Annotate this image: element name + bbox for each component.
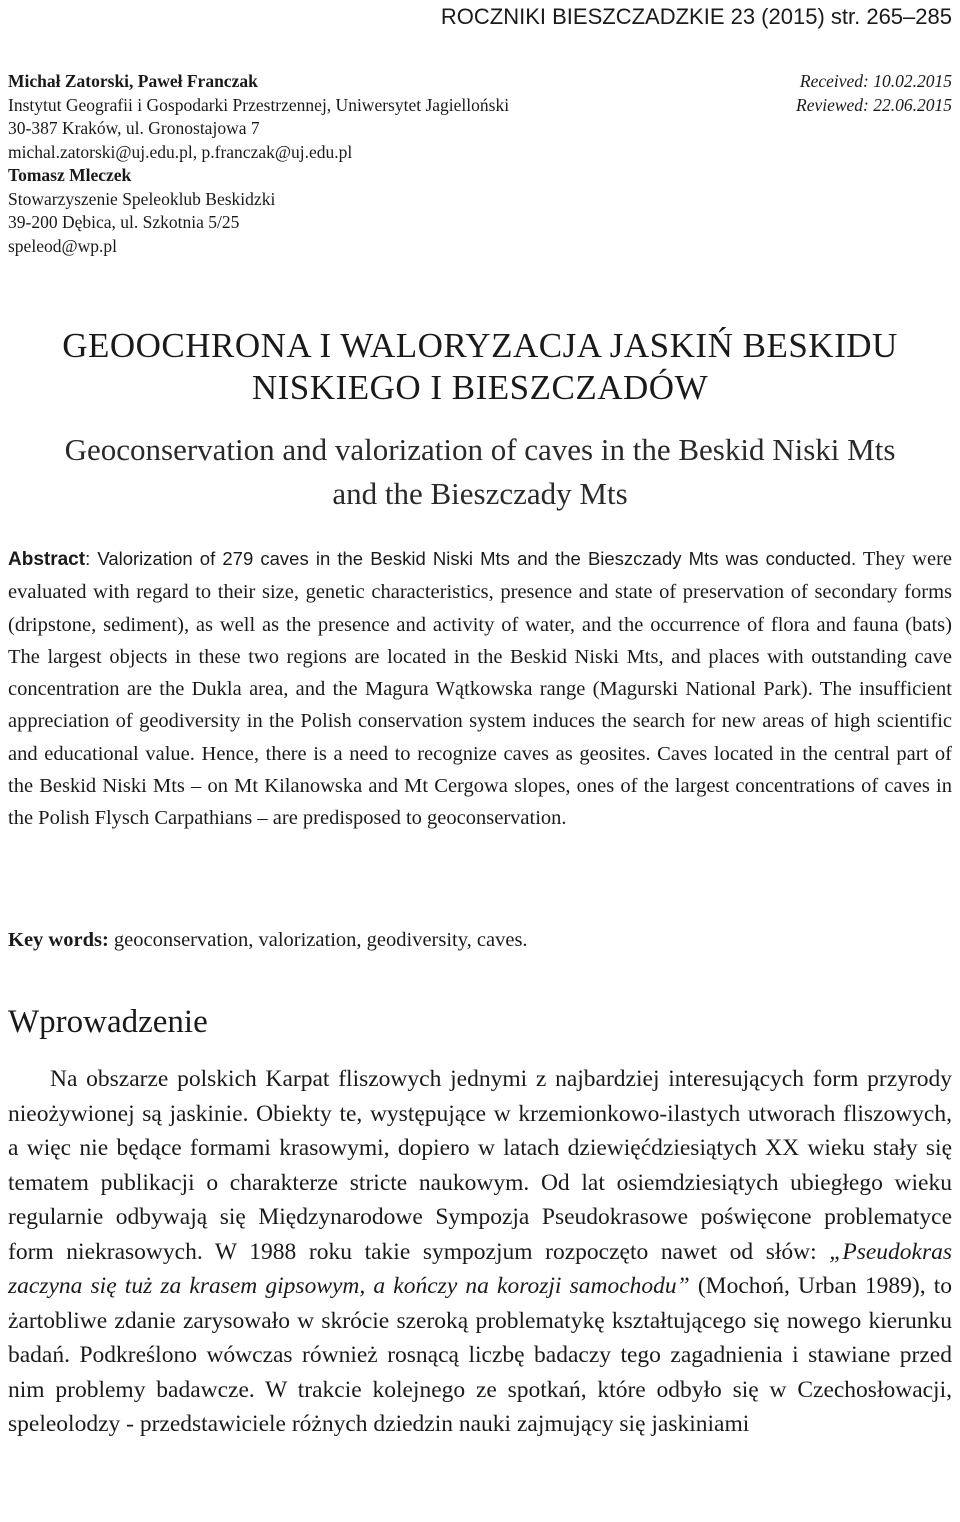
author-secondary: Tomasz Mleczek (8, 165, 132, 185)
abstract (8, 543, 952, 835)
article-title-polish (0, 325, 960, 409)
address-primary: 30-387 Kraków, ul. Gronostajowa 7 (8, 118, 260, 138)
abstract-body: They were evaluated with regard to their size, genetic characteristics, presence and state of preservation of secondary forms (dripstone, sediment), as well as the presence and activity of water, and the occurrence of flora and fauna (bats) The largest objects in these two regions are located in the Beskid Niski Mts, and places with outstanding cave concentration are the Dukla area, and the Magura Wątkowska range (Magurski National Park). The insufficient appreciation of geodiversity in the Polish conservation system induces the search for new areas of high scientific and educational value. Hence, there is a need to recognize caves as geosites. Caves located in the central part of the Beskid Niski Mts – on Mt Kilanowska and Mt Cergowa slopes, ones of the largest concentrations of caves in the Polish Flysch Carpathians – are predisposed to geoconservation. (8, 548, 952, 830)
authors-primary: Michał Zatorski, Paweł Franczak (8, 71, 258, 91)
email-secondary: speleod@wp.pl (8, 235, 117, 256)
reviewed-date: Reviewed: 22.06.2015 (796, 94, 952, 115)
title-en-line-1: Geoconservation and valorization of caves in the Beskid Niski Mts (64, 432, 896, 467)
address-secondary: 39-200 Dębica, ul. Szkotnia 5/25 (8, 212, 240, 232)
section-body (8, 1062, 952, 1442)
body-paragraph (8, 1062, 952, 1442)
article-title-english (0, 428, 960, 516)
keywords (8, 924, 952, 956)
author-affiliations (8, 70, 708, 258)
submission-dates (796, 70, 952, 117)
paragraph-text-part-1: Na obszarze polskich Karpat fliszowych jednymi z najbardziej interesujących form przyrody nieożywionej są jaskinie. Obiekty te, występujące w krzemionkowo-ilastych utworach fliszowych, a więc nie będące formami krasowymi, dopiero w latach dziewięćdziesiątych XX wieku stały się tematem publikacji o charakterze stricte naukowym. Od lat osiemdziesiątych ubiegłego wieku regularnie odbywają się Międzynarodowe Sympozja Pseudokrasowe poświęcone problematyce form niekrasowych. W 1988 roku takie sympozjum rozpoczęto nawet od słów: (8, 1066, 952, 1265)
received-date: Received: 10.02.2015 (799, 71, 952, 91)
title-en-line-2: and the Bieszczady Mts (332, 476, 628, 511)
paragraph-text-part-2: (Mochoń, Urban 1989), to żartobliwe zdanie zarysowało w skrócie szeroką problematykę kształtującego się nowego kierunku badań. Podkreślono wówczas również rosnącą liczbę badaczy tego zagadnienia i stawiane przed nim problemy badawcze. W trakcie kolejnego ze spotkań, które odbyło się w Czechosłowacji, speleolodzy - przedstawiciele różnych dziedzin nauki zajmujący się jaskiniami (8, 1273, 952, 1437)
abstract-label: Abstract (8, 549, 86, 570)
emails-primary: michal.zatorski@uj.edu.pl, p.franczak@uj.edu.pl (8, 141, 353, 162)
title-pl-line-2: NISKIEGO I BIESZCZADÓW (251, 368, 709, 407)
keywords-text: geoconservation, valorization, geodiversity, caves. (108, 929, 528, 951)
keywords-label: Key words: (8, 929, 109, 951)
section-heading: Wprowadzenie (8, 1004, 208, 1040)
institute-primary: Instytut Geografii i Gospodarki Przestrzennej, Uniwersytet Jagielloński (8, 94, 510, 115)
title-pl-line-1: GEOOCHRONA I WALORYZACJA JASKIŃ BESKIDU (62, 326, 898, 365)
abstract-first-sentence: : Valorization of 279 caves in the Beskid Niski Mts and the Bieszczady Mts was conducted. (85, 548, 857, 569)
quoted-phrase: „Pseudokras zaczyna się tuż za krasem gipsowym, a kończy na korozji samochodu” (8, 1238, 952, 1299)
running-head: ROCZNIKI BIESZCZADZKIE 23 (2015) str. 265–285 (440, 4, 952, 29)
institute-secondary: Stowarzyszenie Speleoklub Beskidzki (8, 188, 276, 209)
